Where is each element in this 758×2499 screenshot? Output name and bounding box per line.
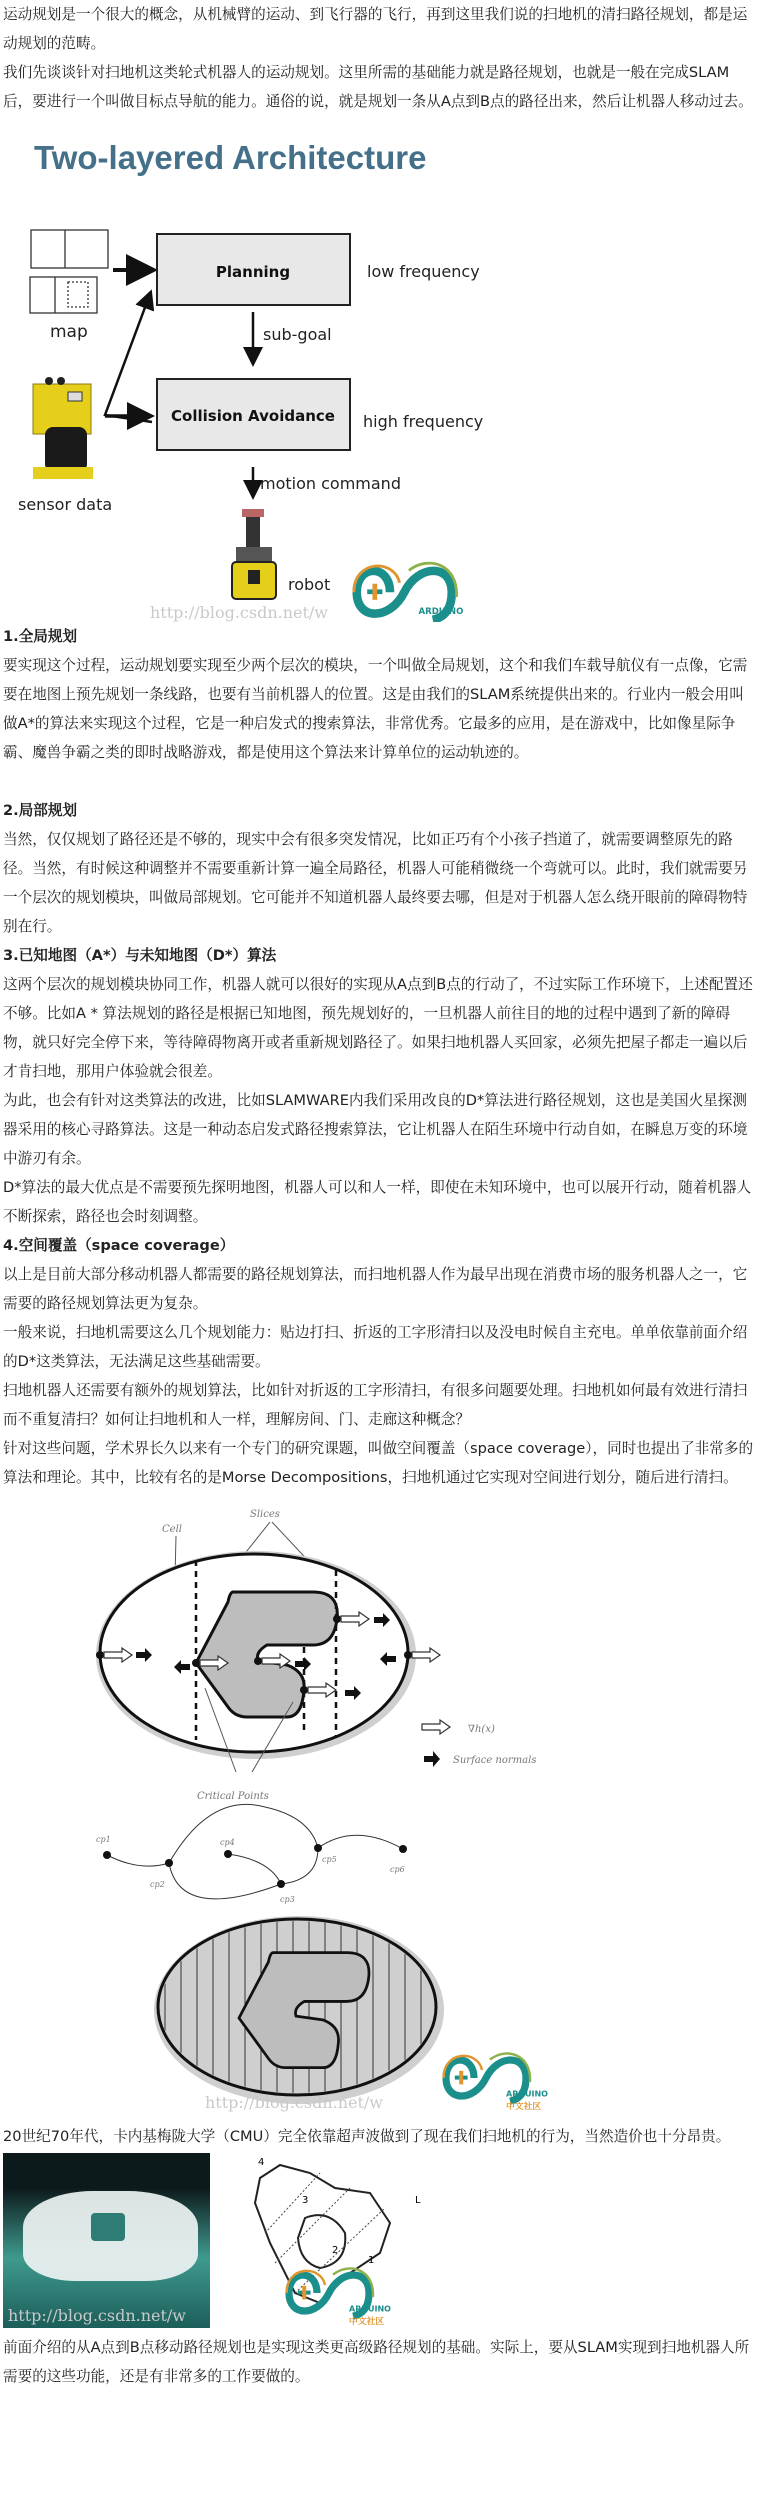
section-paragraph: 为此，也会有针对这类算法的改进，比如SLAMWARE内我们采用改良的D*算法进行路径规划，这也是美国火星探测器采用的核心寻路算法。这是一种动态启发式路径搜索算法，它让机器人在陌生环境中行动自如，在瞬息万变的环境中游刃有余。: [3, 1092, 748, 1167]
intro: [0, 0, 758, 116]
svg-text:L: L: [415, 2195, 421, 2206]
svg-text:cp3: cp3: [280, 1895, 295, 1904]
sub-goal-label: sub-goal: [263, 325, 332, 344]
planning-label: Planning: [215, 263, 291, 281]
watermark: http://blog.csdn.net/w: [150, 603, 328, 622]
section-global-planning: [0, 622, 758, 767]
section-paragraph: 扫地机器人还需要有额外的规划算法，比如针对折返的工字形清扫，有很多问题要处理。扫地机如何最有效进行清扫而不重复清扫？如何让扫地机和人一样，理解房间、门、走廊这种概念？: [3, 1382, 748, 1428]
section-paragraph: 一般来说，扫地机需要这么几个规划能力：贴边打扫、折返的工字形清扫以及没电时候自主充电。单单依靠前面介绍的D*这类算法，无法满足这些基础需要。: [3, 1324, 748, 1370]
svg-text:cp5: cp5: [322, 1855, 337, 1864]
svg-text:cp6: cp6: [390, 1865, 405, 1874]
collision-avoidance-label: Collision Avoidance: [171, 407, 335, 425]
figure-title: Two-layered Architecture: [34, 139, 427, 176]
svg-text:cp4: cp4: [220, 1838, 235, 1847]
low-frequency-label: low frequency: [367, 262, 480, 281]
svg-text:ARDUINO: ARDUINO: [418, 607, 464, 618]
svg-text:3: 3: [302, 2195, 309, 2206]
section-space-coverage: [0, 1231, 758, 1492]
section-paragraph: 针对这些问题，学术界长久以来有一个专门的研究课题，叫做空间覆盖（space coverage），同时也提出了非常多的算法和理论。其中，比较有名的是Morse Decompositions，扫地机通过它实现对空间进行划分，随后进行清扫。: [3, 1440, 754, 1486]
map-label: map: [50, 322, 88, 342]
svg-text:cp2: cp2: [150, 1880, 165, 1889]
section-paragraph: 要实现这个过程，运动规划要实现至少两个层次的模块，一个叫做全局规划，这个和我们车载导航仪有一点像，它需要在地图上预先规划一条线路，也要有当前机器人的位置。这是由我们的SLAM系统提供出来的。行业内一般会用叫做A*的算法来实现这个过程，它是一种启发式的搜索算法，非常优秀。它最多的应用，是在游戏中，比如像星际争霸、魔兽争霸之类的即时战略游戏，都是使用这个算法来计算单位的运动轨迹的。: [3, 657, 748, 761]
high-frequency-label: high frequency: [363, 412, 484, 431]
morse-decomposition-figure: [0, 1502, 758, 2122]
cmu-paragraph: 20世纪70年代，卡内基梅陇大学（CMU）完全依靠超声波做到了现在我们扫地机的行为，当然造价也十分昂贵。: [3, 2128, 731, 2145]
sensor-image: [33, 377, 93, 479]
svg-text:1: 1: [368, 2255, 375, 2266]
svg-text:http://blog.csdn.net/w: http://blog.csdn.net/w: [205, 2093, 383, 2112]
map-image: [30, 230, 108, 313]
svg-text:中文社区: 中文社区: [349, 2317, 385, 2328]
svg-text:ARDUINO: ARDUINO: [349, 2304, 391, 2314]
slices-label: Slices: [250, 1509, 280, 1520]
section-paragraph: 这两个层次的规划模块协同工作，机器人就可以很好的实现从A点到B点的行动了，不过实际工作环境下，上述配置还不够。比如A * 算法规划的路径是根据已知地图，预先规划好的，一旦机器人前往目的地的过程中遇到了新的障碍物，就只好完全停下来，等待障碍物离开或者重新规划路径了。如果扫地机器人买回家，必须先把屋子都走一遍以后才肯扫地，那用户体验就会很差。: [3, 976, 753, 1080]
robot-image: [232, 509, 276, 599]
svg-text:cp1: cp1: [96, 1835, 111, 1844]
closing-paragraph: 前面介绍的从A点到B点移动路径规划也是实现这类更高级路径规划的基础。实际上，要从SLAM实现到扫地机器人所需要的这些功能，还是有非常多的工作要做的。: [3, 2339, 750, 2385]
svg-text:4: 4: [258, 2157, 265, 2168]
motion-command-label: motion command: [260, 474, 401, 493]
intro-paragraph: 运动规划是一个很大的概念，从机械臂的运动、到飞行器的飞行，再到这里我们说的扫地机的清扫路径规划，都是运动规划的范畴。: [3, 6, 748, 52]
cmu-robot-photo: [3, 2153, 210, 2328]
svg-text:http://blog.csdn.net/w: http://blog.csdn.net/w: [8, 2306, 186, 2325]
coverage-sketch: [240, 2153, 440, 2328]
section-heading: 1.全局规划: [3, 628, 78, 645]
surface-normal-legend-icon: [424, 1751, 440, 1767]
robot-label: robot: [288, 575, 331, 594]
cell-label: Cell: [162, 1524, 182, 1535]
two-layered-architecture-figure: [0, 122, 758, 622]
section-paragraph: 当然，仅仅规划了路径还是不够的，现实中会有很多突发情况，比如正巧有个小孩子挡道了，就需要调整原先的路径。当然，有时候这种调整并不需要重新计算一遍全局路径，机器人可能稍微绕一个弯就可以。此时，我们就需要另一个层次的规划模块，叫做局部规划。它可能并不知道机器人最终要去哪，但是对于机器人怎么绕开眼前的障碍物特别在行。: [3, 831, 748, 935]
svg-text:ARDUINO: ARDUINO: [506, 2089, 548, 2099]
svg-text:∇h(x): ∇h(x): [468, 1724, 495, 1735]
section-heading: 3.已知地图（A*）与未知地图（D*）算法: [3, 947, 277, 964]
gradient-legend-icon: [422, 1720, 450, 1734]
svg-text:2: 2: [332, 2245, 339, 2256]
section-a-star-d-star: [0, 941, 758, 1231]
section-paragraph: D*算法的最大优点是不需要预先探明地图，机器人可以和人一样，即使在未知环境中，也可以展开行动，随着机器人不断探索，路径也会时刻调整。: [3, 1179, 752, 1225]
section-heading: 2.局部规划: [3, 802, 78, 819]
sensor-data-label: sensor data: [18, 495, 113, 514]
section-heading: 4.空间覆盖（space coverage）: [3, 1237, 235, 1254]
cmu-images: [0, 2153, 758, 2333]
svg-text:中文社区: 中文社区: [506, 2102, 542, 2113]
section-paragraph: 以上是目前大部分移动机器人都需要的路径规划算法，而扫地机器人作为最早出现在消费市场的服务机器人之一，它需要的路径规划算法更为复杂。: [3, 1266, 748, 1312]
arduino-logo: [354, 563, 463, 620]
intro-paragraph: 我们先谈谈针对扫地机这类轮式机器人的运动规划。这里所需的基础能力就是路径规划，也就是一般在完成SLAM后，要进行一个叫做目标点导航的能力。通俗的说，就是规划一条从A点到B点的路径出来，然后让机器人移动过去。: [3, 64, 753, 110]
section-local-planning: [0, 796, 758, 941]
svg-text:Surface normals: Surface normals: [453, 1755, 537, 1766]
arduino-logo: [444, 2053, 549, 2112]
critical-points-label: Critical Points: [197, 1791, 269, 1802]
